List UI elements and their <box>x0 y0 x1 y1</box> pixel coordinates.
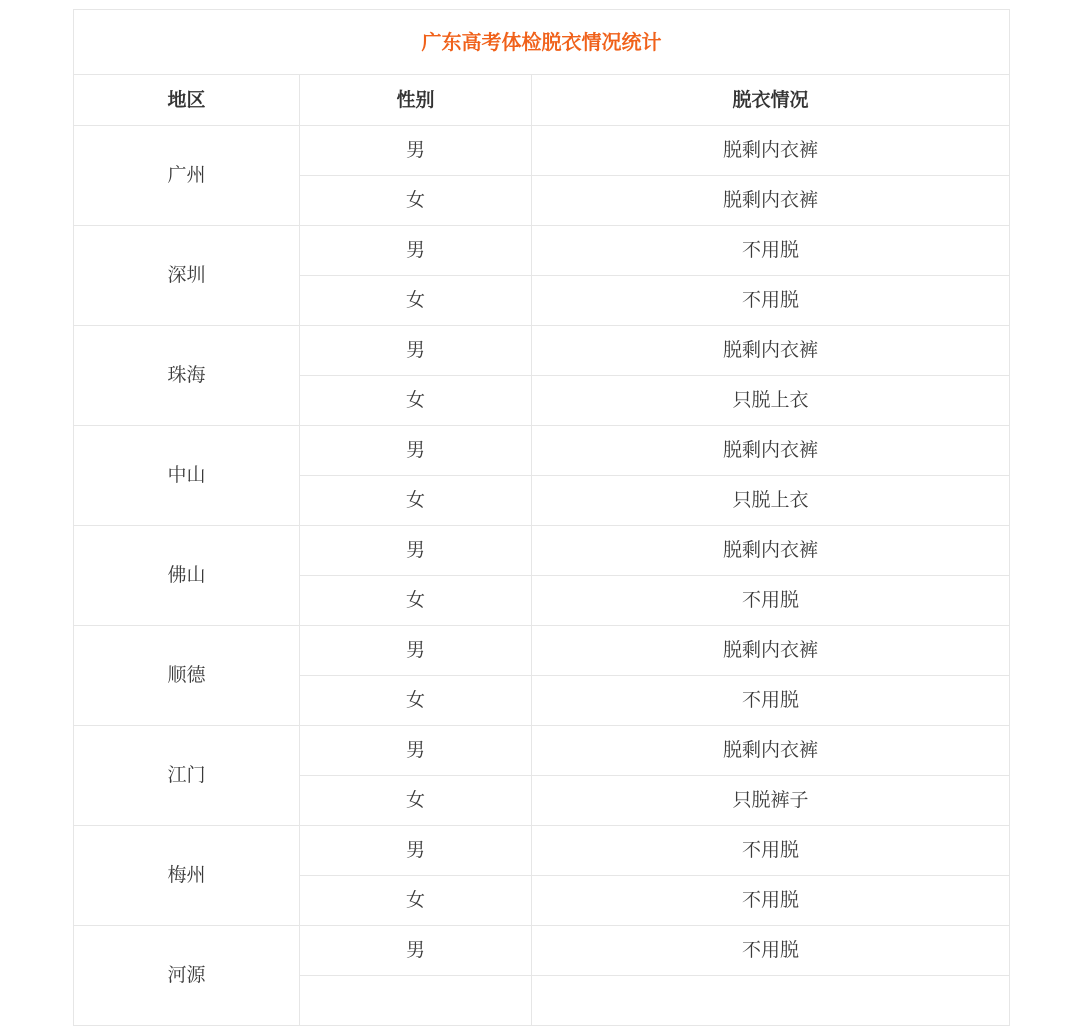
gender-cell: 男 <box>300 226 532 276</box>
table-row <box>74 626 1010 676</box>
status-cell: 脱剩内衣裤 <box>532 126 1010 176</box>
gender-cell: 男 <box>300 326 532 376</box>
status-cell: 只脱裤子 <box>532 776 1010 826</box>
header-row <box>74 75 1010 126</box>
status-cell: 脱剩内衣裤 <box>532 726 1010 776</box>
gender-cell: 男 <box>300 826 532 876</box>
gender-cell: 男 <box>300 526 532 576</box>
region-cell: 中山 <box>74 426 300 526</box>
table-row <box>74 526 1010 576</box>
gender-cell: 女 <box>300 776 532 826</box>
status-cell: 脱剩内衣裤 <box>532 526 1010 576</box>
region-cell: 梅州 <box>74 826 300 926</box>
gender-cell: 女 <box>300 376 532 426</box>
table-row <box>74 826 1010 876</box>
status-cell: 不用脱 <box>532 226 1010 276</box>
table-row <box>74 126 1010 176</box>
status-cell: 脱剩内衣裤 <box>532 426 1010 476</box>
status-cell <box>532 976 1010 1026</box>
region-cell: 广州 <box>74 126 300 226</box>
table-row <box>74 926 1010 976</box>
status-cell: 不用脱 <box>532 576 1010 626</box>
region-cell: 深圳 <box>74 226 300 326</box>
gender-cell: 男 <box>300 126 532 176</box>
status-cell: 不用脱 <box>532 826 1010 876</box>
gender-cell: 男 <box>300 426 532 476</box>
table-row <box>74 326 1010 376</box>
status-cell: 不用脱 <box>532 926 1010 976</box>
status-cell: 脱剩内衣裤 <box>532 626 1010 676</box>
table-row <box>74 226 1010 276</box>
stats-table-container <box>73 9 1009 1026</box>
gender-cell: 女 <box>300 276 532 326</box>
gender-cell: 女 <box>300 576 532 626</box>
gender-cell: 女 <box>300 876 532 926</box>
status-cell: 不用脱 <box>532 876 1010 926</box>
header-region: 地区 <box>74 75 300 126</box>
region-cell: 珠海 <box>74 326 300 426</box>
table-title: 广东高考体检脱衣情况统计 <box>74 10 1010 75</box>
region-cell: 河源 <box>74 926 300 1026</box>
status-cell: 只脱上衣 <box>532 476 1010 526</box>
gender-cell: 女 <box>300 176 532 226</box>
status-cell: 脱剩内衣裤 <box>532 326 1010 376</box>
gender-cell: 男 <box>300 626 532 676</box>
gender-cell: 男 <box>300 926 532 976</box>
region-cell: 佛山 <box>74 526 300 626</box>
gender-cell <box>300 976 532 1026</box>
header-gender: 性别 <box>300 75 532 126</box>
status-cell: 脱剩内衣裤 <box>532 176 1010 226</box>
region-cell: 顺德 <box>74 626 300 726</box>
region-cell: 江门 <box>74 726 300 826</box>
gender-cell: 女 <box>300 476 532 526</box>
table-row <box>74 426 1010 476</box>
header-status: 脱衣情况 <box>532 75 1010 126</box>
gender-cell: 男 <box>300 726 532 776</box>
table-row <box>74 726 1010 776</box>
status-cell: 只脱上衣 <box>532 376 1010 426</box>
gender-cell: 女 <box>300 676 532 726</box>
status-cell: 不用脱 <box>532 276 1010 326</box>
status-cell: 不用脱 <box>532 676 1010 726</box>
title-row <box>74 10 1010 75</box>
stats-table <box>73 9 1010 1026</box>
